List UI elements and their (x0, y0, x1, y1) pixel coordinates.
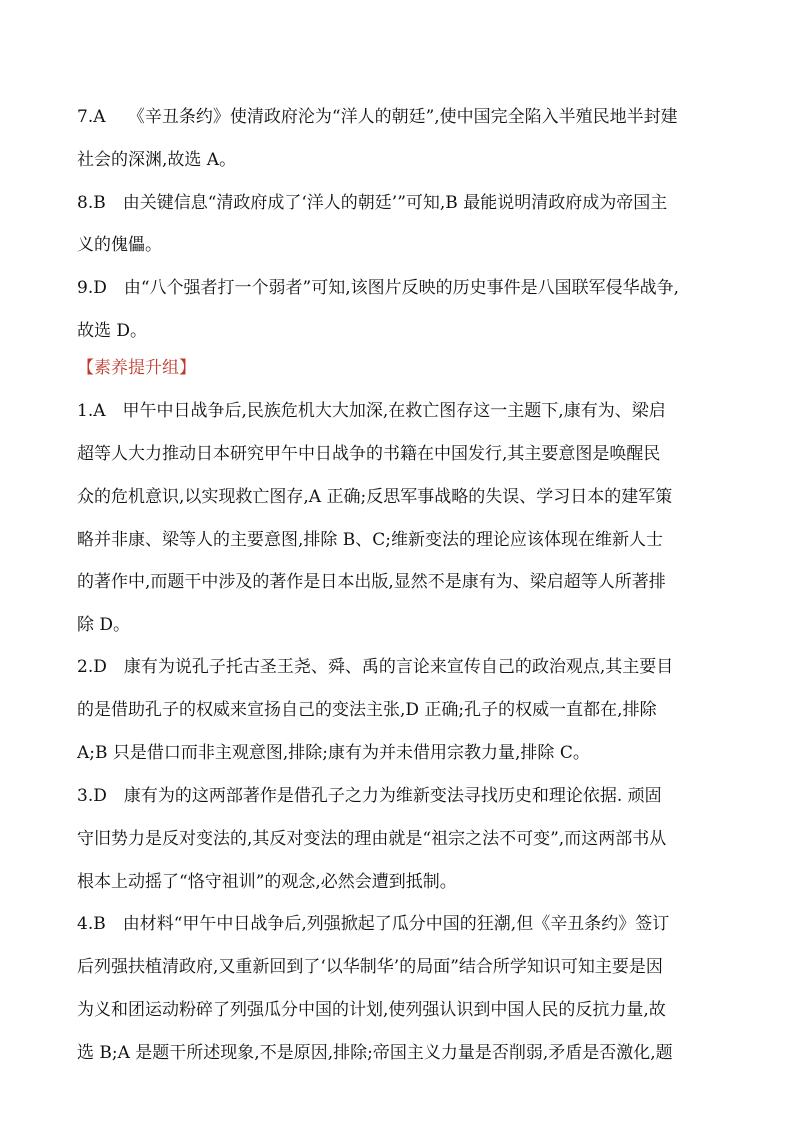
answer-s3-line-1: 3.D 康有为的这两部著作是借孔子之力为维新变法寻找历史和理论依据. 顽固 (77, 786, 662, 806)
answer-s2-line-3: A;B 只是借口而非主观意图,排除;康有为并未借用宗教力量,排除 C。 (77, 743, 590, 763)
answer-s1-line-5: 的著作中,而题干中涉及的著作是日本出版,显然不是康有为、梁启超等人所著排 (77, 572, 666, 592)
answer-8-line-1: 8.B 由关键信息“清政府成了‘洋人的朝廷’”可知,B 最能说明清政府成为帝国主 (77, 193, 668, 213)
answer-s3-line-2: 守旧势力是反对变法的,其反对变法的理由就是“祖宗之法不可变”,而这两部书从 (77, 829, 667, 849)
answer-7-line-1: 7.A 《辛丑条约》使清政府沦为“洋人的朝廷”,使中国完全陷入半殖民地半封建 (77, 107, 678, 127)
answer-9-line-2: 故选 D。 (77, 321, 148, 341)
answer-s1-line-6: 除 D。 (77, 615, 131, 635)
answer-7-line-2: 社会的深渊,故选 A。 (77, 150, 237, 170)
answer-s1-line-3: 众的危机意识,以实现救亡图存,A 正确;反思军事战略的失误、学习日本的建军策 (77, 487, 673, 507)
answer-s2-line-2: 的是借助孔子的权威来宣扬自己的变法主张,D 正确;孔子的权威一直都在,排除 (77, 700, 657, 720)
answer-8-line-2: 义的傀儡。 (77, 235, 162, 255)
answer-s4-line-1: 4.B 由材料“甲午中日战争后,列强掀起了瓜分中国的狂潮,但《辛丑条约》签订 (77, 914, 670, 934)
answer-s1-line-2: 超等人大力推动日本研究甲午中日战争的书籍在中国发行,其主要意图是唤醒民 (77, 444, 661, 464)
answer-s3-line-3: 根本上动摇了“恪守祖训”的观念,必然会遭到抵制。 (77, 872, 457, 892)
answer-s1-line-4: 略并非康、梁等人的主要意图,排除 B、C;维新变法的理论应该体现在维新人士 (77, 530, 664, 550)
section-title-suyang: 【素养提升组】 (77, 358, 196, 378)
answer-s4-line-3: 为义和团运动粉碎了列强瓜分中国的计划,使列强认识到中国人民的反抗力量,故 (77, 1000, 666, 1020)
answer-s1-line-1: 1.A 甲午中日战争后,民族危机大大加深,在救亡图存这一主题下,康有为、梁启 (77, 401, 666, 421)
answer-s4-line-2: 后列强扶植清政府,又重新回到了‘以华制华’的局面”结合所学知识可知主要是因 (77, 957, 663, 977)
answer-9-line-1: 9.D 由“八个强者打一个弱者”可知,该图片反映的历史事件是八国联军侵华战争, (77, 278, 680, 298)
answer-s4-line-4: 选 B;A 是题干所述现象,不是原因,排除;帝国主义力量是否削弱,矛盾是否激化,题 (77, 1043, 673, 1063)
answer-s2-line-1: 2.D 康有为说孔子托古圣王尧、舜、禹的言论来宣传自己的政治观点,其主要目 (77, 657, 674, 677)
